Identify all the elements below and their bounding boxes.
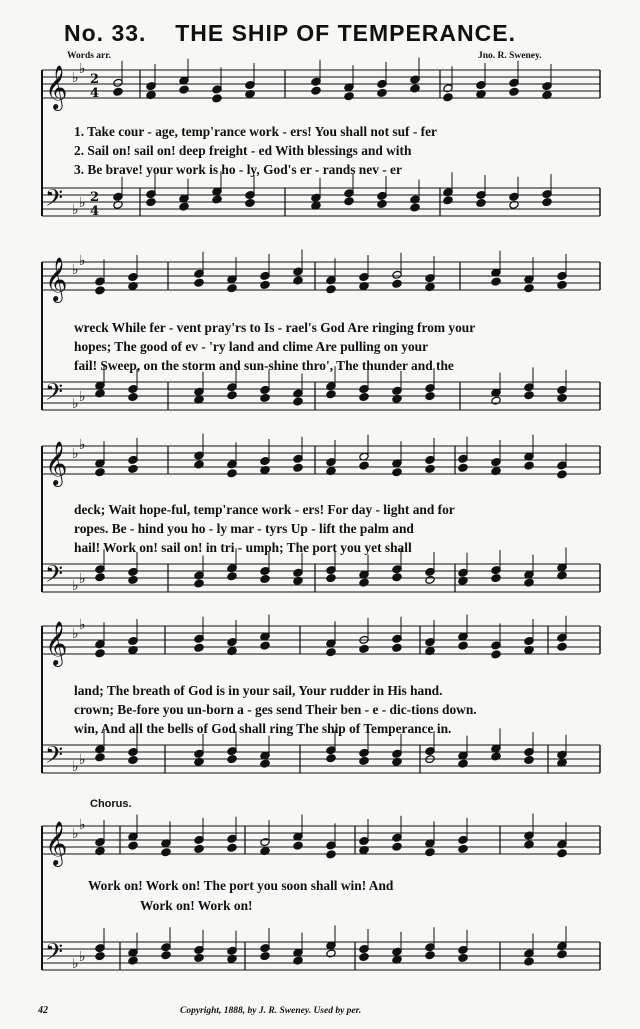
chorus-label: Chorus. [90, 798, 132, 810]
note-head [194, 579, 204, 588]
note-head [212, 195, 222, 204]
flat-icon: ♭ [72, 446, 79, 462]
bass-clef-icon: 𝄢 [45, 184, 64, 217]
note-head [95, 468, 105, 477]
note-head [293, 956, 303, 965]
lyric-line: win, And all the bells of God shall ring The ship of Temperance in. [74, 721, 452, 736]
copyright-notice: Copyright, 1888, by J. R. Sweney. Used by per. [180, 1006, 362, 1016]
note-head [260, 952, 270, 961]
bass-clef-icon: 𝄢 [45, 378, 64, 411]
note-head [95, 649, 105, 658]
note-head [377, 88, 387, 97]
bass-clef-icon: 𝄢 [45, 938, 64, 971]
note-head [179, 202, 189, 211]
note-head [458, 759, 468, 768]
flat-icon: ♭ [79, 817, 86, 833]
hymn-title: THE SHIP OF TEMPERANCE. [175, 20, 516, 46]
bass-clef-icon: 𝄢 [45, 560, 64, 593]
flat-icon: ♭ [72, 826, 79, 842]
note-head [524, 578, 534, 587]
note-head [128, 393, 138, 402]
flat-icon: ♭ [72, 759, 79, 775]
note-head [95, 389, 105, 398]
note-head [179, 85, 189, 94]
flat-icon: ♭ [79, 437, 86, 453]
note-head [326, 949, 336, 958]
note-head [524, 840, 534, 849]
note-head [524, 391, 534, 400]
note-head [359, 953, 369, 962]
lyric-line: land; The breath of God is in your sail, Your rudder in His hand. [74, 683, 443, 698]
flat-icon: ♭ [79, 253, 86, 269]
note-head [443, 93, 453, 102]
note-head [128, 464, 138, 473]
note-head [392, 573, 402, 582]
note-head [425, 464, 435, 473]
note-head [260, 641, 270, 650]
note-head [410, 203, 420, 212]
note-head [557, 642, 567, 651]
note-head [326, 574, 336, 583]
note-head [359, 756, 369, 765]
hymn-heading [64, 20, 516, 47]
note-head [260, 393, 270, 402]
treble-clef-icon: 𝄞 [45, 621, 68, 665]
flat-icon: ♭ [72, 396, 79, 412]
bass-clef-icon: 𝄢 [45, 741, 64, 774]
note-head [524, 957, 534, 966]
note-head [95, 952, 105, 961]
note-head [359, 578, 369, 587]
flat-icon: ♭ [79, 195, 86, 211]
note-head [557, 470, 567, 479]
note-head [458, 953, 468, 962]
note-head [128, 575, 138, 584]
time-signature: 4 [90, 204, 100, 219]
note-head [377, 199, 387, 208]
note-head [293, 276, 303, 285]
note-head [491, 574, 501, 583]
note-head [425, 848, 435, 857]
chorus-lyric-line: Work on! Work on! The port you soon shall win! And [88, 878, 394, 893]
lyric-line: 3. Be brave! your work is ho - ly, God's er - rands nev - er [74, 162, 402, 177]
note-head [344, 92, 354, 101]
note-head [557, 280, 567, 289]
treble-clef-icon: 𝄞 [45, 257, 68, 301]
note-head [227, 843, 237, 852]
note-head [359, 644, 369, 653]
note-head [293, 397, 303, 406]
note-head [557, 950, 567, 959]
note-head [410, 84, 420, 93]
note-head [476, 199, 486, 208]
note-head [194, 278, 204, 287]
flat-icon: ♭ [79, 571, 86, 587]
note-head [161, 848, 171, 857]
note-head [458, 844, 468, 853]
note-head [326, 390, 336, 399]
note-head [260, 280, 270, 289]
flat-icon: ♭ [72, 626, 79, 642]
hymn-number: No. 33. [64, 20, 147, 46]
time-signature: 2 [90, 190, 100, 205]
flat-icon: ♭ [79, 949, 86, 965]
note-head [557, 571, 567, 580]
treble-clef-icon: 𝄞 [45, 65, 68, 109]
lyric-line: 1. Take cour - age, temp'rance work - ers! You shall not suf - fer [74, 124, 438, 139]
lyric-line: 2. Sail on! sail on! deep freight - ed With blessings and with [74, 143, 412, 158]
note-head [524, 756, 534, 765]
note-head [311, 86, 321, 95]
note-head [392, 643, 402, 652]
note-head [95, 753, 105, 762]
note-head [194, 460, 204, 469]
flat-icon: ♭ [72, 956, 79, 972]
note-head [443, 196, 453, 205]
lyric-line: deck; Wait hope-ful, temp'rance work - ers! For day - light and for [74, 502, 455, 517]
note-head [491, 650, 501, 659]
note-head [128, 841, 138, 850]
flat-icon: ♭ [72, 70, 79, 86]
note-head [557, 849, 567, 858]
note-head [227, 284, 237, 293]
note-head [194, 844, 204, 853]
lyric-line: crown; Be-fore you un-born a - ges send Their ben - e - dic-tions down. [74, 702, 477, 717]
note-head [95, 573, 105, 582]
note-head [293, 841, 303, 850]
note-head [95, 286, 105, 295]
flat-icon: ♭ [79, 617, 86, 633]
note-head [491, 277, 501, 286]
note-head [344, 197, 354, 206]
note-head [326, 285, 336, 294]
treble-clef-icon: 𝄞 [45, 821, 68, 865]
flat-icon: ♭ [79, 752, 86, 768]
flat-icon: ♭ [72, 578, 79, 594]
note-head [425, 575, 435, 584]
note-head [245, 199, 255, 208]
note-head [326, 754, 336, 763]
note-head [260, 759, 270, 768]
note-head [458, 463, 468, 472]
note-head [359, 393, 369, 402]
note-head [194, 953, 204, 962]
time-signature: 2 [90, 72, 100, 87]
note-head [524, 461, 534, 470]
note-head [128, 756, 138, 765]
note-head [326, 850, 336, 859]
note-head [212, 94, 222, 103]
chorus-lyric-line: Work on! Work on! [140, 898, 253, 913]
note-head [227, 391, 237, 400]
lyric-line: ropes. Be - hind you ho - ly mar - tyrs Up - lift the palm and [74, 521, 414, 536]
note-head [227, 572, 237, 581]
lyric-line: wreck While fer - vent pray'rs to Is - rael's God Are ringing from your [74, 320, 476, 335]
lyric-line: hopes; The good of ev - 'ry land and clime Are pulling on your [74, 339, 429, 354]
note-head [326, 648, 336, 657]
note-head [227, 755, 237, 764]
note-head [227, 469, 237, 478]
treble-clef-icon: 𝄞 [45, 441, 68, 485]
page-number: 42 [38, 1005, 48, 1016]
note-head [458, 641, 468, 650]
lyric-line: fail! Sweep, on the storm and sun-shine thro', The thunder and the [74, 358, 454, 373]
note-head [146, 198, 156, 207]
note-head [524, 284, 534, 293]
note-head [260, 575, 270, 584]
note-head [359, 461, 369, 470]
note-head [392, 842, 402, 851]
flat-icon: ♭ [72, 202, 79, 218]
note-head [557, 393, 567, 402]
note-head [491, 752, 501, 761]
note-head [161, 951, 171, 960]
note-head [491, 396, 501, 405]
note-head [194, 643, 204, 652]
note-head [113, 87, 123, 96]
note-head [425, 951, 435, 960]
note-head [542, 198, 552, 207]
composer-credit: Jno. R. Sweney. [478, 51, 542, 61]
note-head [128, 956, 138, 965]
flat-icon: ♭ [79, 389, 86, 405]
note-head [293, 463, 303, 472]
flat-icon: ♭ [72, 262, 79, 278]
words-credit: Words arr. [67, 51, 111, 61]
note-head [392, 279, 402, 288]
note-head [425, 392, 435, 401]
lyric-line: hail! Work on! sail on! in tri - umph; The port you yet shall [74, 540, 412, 555]
note-head [392, 468, 402, 477]
note-head [509, 87, 519, 96]
time-signature: 4 [90, 86, 100, 101]
flat-icon: ♭ [79, 61, 86, 77]
